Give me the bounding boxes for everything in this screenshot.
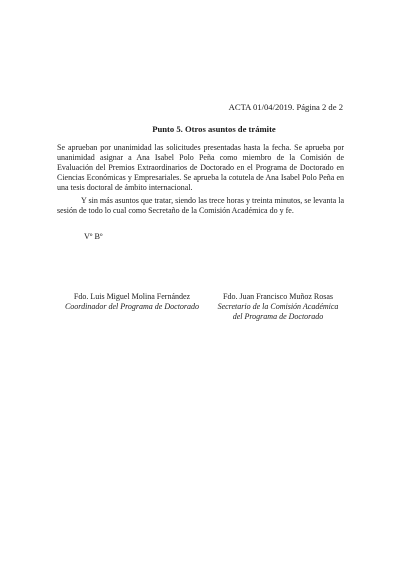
signature-name: Fdo. Juan Francisco Muñoz Rosas <box>223 292 333 301</box>
section-title <box>0 124 400 134</box>
signature-role-line2: del Programa de Doctorado <box>232 312 324 321</box>
signature-block-secretary <box>212 292 344 322</box>
paragraph-approvals: Se aprueban por unanimidad las solicitudes presentadas hasta la fecha. Se aprueba por unanimidad asignar a Ana Isabel Polo Peña como miembro de la Comisión de Evaluación del Premios Extraordinarios de Doctorado en el Programa de Doctorado en Ciencias Económicas y Empresariales. Se aprueba la cotutela de Ana Isabel Polo Peña en una tesis doctoral de ámbito internacional. <box>57 143 344 192</box>
signature-role: Coordinador del Programa de Doctorado <box>64 302 200 311</box>
signature-name: Fdo. Luis Miguel Molina Fernández <box>73 292 191 301</box>
section-title-text: Punto 5. Otros asuntos de trámite <box>152 124 276 134</box>
signature-role-line1: Secretario de la Comisión Académica <box>217 302 339 311</box>
paragraph-closing: Y sin más asuntos que tratar, siendo las trece horas y treinta minutos, se levanta la sesión de todo lo cual como Secretaño de la Comisión Académica do y fe. <box>57 196 344 215</box>
page-header: ACTA 01/04/2019. Página 2 de 2 <box>228 102 343 112</box>
signature-block-coordinator <box>57 292 207 312</box>
approval-mark: Vº Bº <box>84 232 103 241</box>
